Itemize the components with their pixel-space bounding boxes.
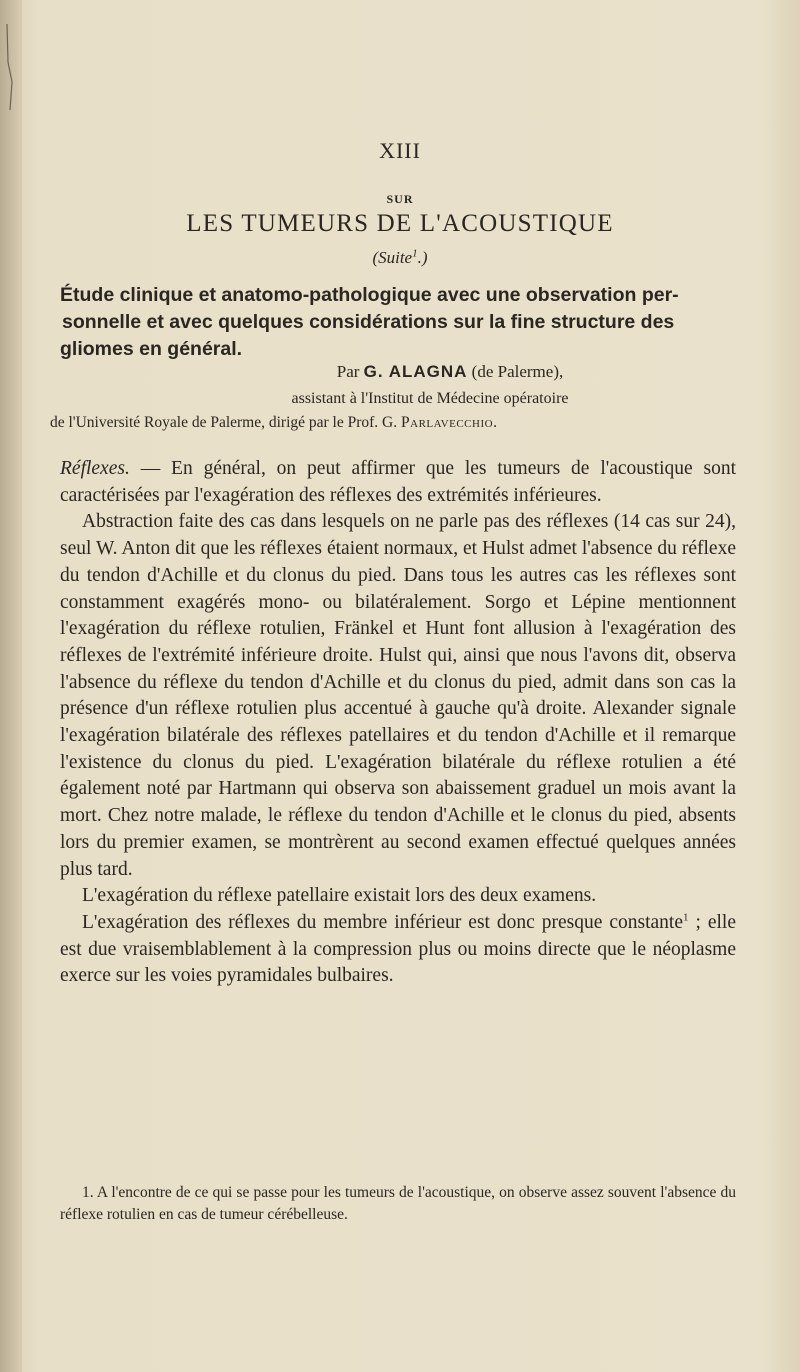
affiliation-line-2 [50, 414, 750, 432]
subtitle-line-1: Étude clinique et anatomo-pathologique avec une observation per- [60, 284, 679, 306]
subtitle-line-3: gliomes en général. [60, 338, 243, 360]
paragraph-reflexes-intro [60, 456, 736, 509]
continuation-note [0, 248, 800, 268]
pencil-mark [4, 22, 18, 112]
footnote-text: 1. A l'encontre de ce qui se passe pour les tumeurs de l'acoustique, on observe assez souvent l'absence du réflexe rotulien en cas de tumeur cérébelleuse. [60, 1184, 736, 1223]
suite-close: .) [417, 248, 428, 267]
affiliation-line-1: assistant à l'Institut de Médecine opératoire [291, 390, 569, 407]
section-lead-word: Réflexes. [60, 458, 130, 479]
affiliation-text: de l'Université Royale de Palerme, dirigé par le Prof. G. [50, 414, 398, 431]
byline-prefix: Par [336, 362, 360, 381]
article-title: LES TUMEURS DE L'ACOUSTIQUE [186, 210, 614, 237]
paragraph-4-start: L'exagération des réflexes du membre inférieur est donc presque constante [82, 911, 684, 933]
affiliation-director: Parlavecchio [401, 414, 494, 431]
author-origin: (de Palerme), [471, 362, 564, 381]
suite-label: (Suite [372, 248, 413, 267]
paragraph-1-text: — En général, on peut affirmer que les tumeurs de l'acoustique sont caractérisées par l'exagération des réflexes des extrémités inférieures. [60, 458, 736, 506]
author-name: G. ALAGNA [363, 362, 468, 381]
footnote [60, 1182, 736, 1225]
affiliation-end: . [493, 414, 497, 431]
footnote-ref: 1 [683, 911, 689, 924]
title-preposition: SUR [386, 192, 414, 206]
paragraph-4-end: ; elle est due vraisemblablement à la compression plus ou moins directe que le néoplasme exerce sur les voies pyramidales bulbaires. [60, 911, 736, 987]
subtitle-line-2: sonnelle et avec quelques considérations sur la fine structure des [62, 311, 675, 333]
byline [60, 362, 740, 382]
chapter-number: XIII [379, 138, 421, 163]
article-body [60, 456, 736, 990]
paragraph-4 [60, 910, 736, 990]
paragraph-2: Abstraction faite des cas dans lesquels on ne parle pas des réflexes (14 cas sur 24), seul W. Anton dit que les réflexes étaient normaux, et Hulst admet l'absence du réflexe du tendon d'Achille et du clonus du pied. Dans tous les autres cas les réflexes sont constamment exagérés mono- ou bilatéralement. Sorgo et Lépine mentionnent l'exagération du réflexe rotulien, Fränkel et Hunt font allusion à l'exagération des réflexes de l'extrémité inférieure droite. Hulst qui, ainsi que nous l'avons dit, observa l'absence du réflexe du tendon d'Achille et du clonus du pied, admit dans son cas la présence d'un réflexe rotulien plus accentué à gauche qu'à droite. Alexander signale l'exagération bilatérale des réflexes patellaires et du tendon d'Achille et il remarque l'existence du clonus du pied. L'exagération bilatérale du réflexe rotulien a été également noté par Hartmann qui observa son abaissement graduel un mois avant la mort. Chez notre malade, le réflexe du tendon d'Achille et le clonus du pied, absents lors du premier examen, se montrèrent au second examen effectué quelques années plus tard. [60, 511, 736, 880]
paragraph-3: L'exagération du réflexe patellaire existait lors des deux examens. [82, 885, 597, 907]
suite-footnote-ref: 1 [412, 247, 418, 260]
article-subtitle [60, 282, 740, 363]
